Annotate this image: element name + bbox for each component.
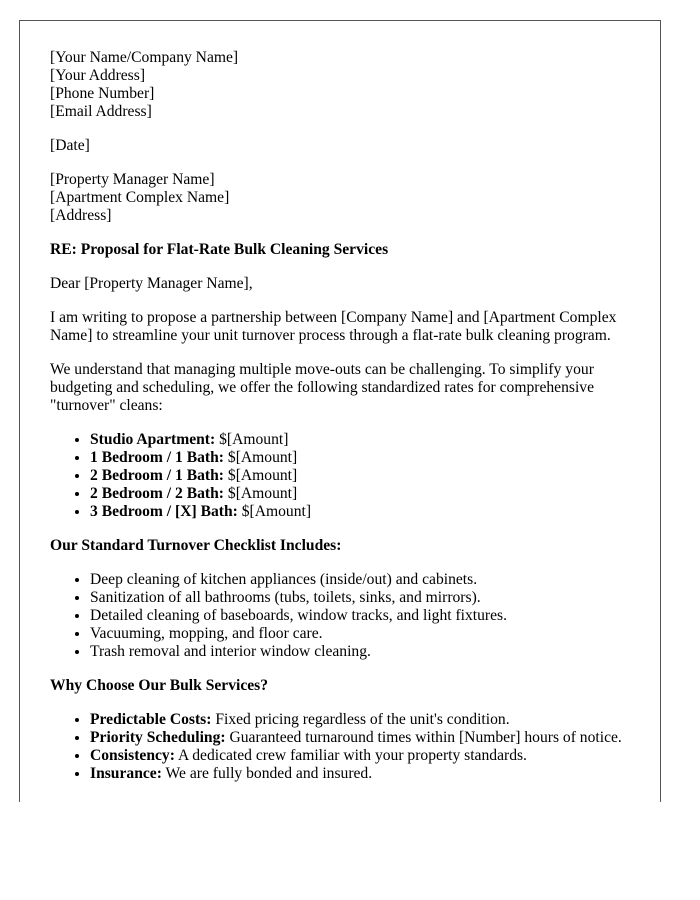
subject-line: RE: Proposal for Flat-Rate Bulk Cleaning Services [50,241,389,258]
benefit-label: Consistency: [90,747,175,764]
benefit-value: Fixed pricing regardless of the unit's condition. [211,711,510,728]
recipient-address: [Address] [50,207,112,224]
date-line: [Date] [50,137,90,154]
recipient-block [50,171,640,225]
rate-value: $[Amount] [224,449,298,466]
list-item [90,467,640,485]
rate-value: $[Amount] [237,503,312,520]
salutation: Dear [Property Manager Name], [50,275,253,292]
checklist-list [50,571,640,661]
sender-address: [Your Address] [50,67,146,84]
benefit-value: A dedicated crew familiar with your property standards. [174,747,527,764]
list-item: • Trash removal and interior window cleaning. [90,643,640,661]
sender-block [50,49,640,121]
sender-name: [Your Name/Company Name] [50,49,239,66]
list-item [90,449,640,467]
letter-page [19,20,661,802]
sender-email: [Email Address] [50,103,152,120]
rate-label: 3 Bedroom / [X] Bath: [90,503,238,520]
benefit-value: Guaranteed turnaround times within [Number] hours of notice. [225,729,622,746]
benefit-label: Priority Scheduling: [90,729,226,746]
list-item [90,765,640,783]
recipient-manager: [Property Manager Name] [50,171,215,188]
letter-content [50,49,640,799]
intro-paragraph: I am writing to propose a partnership between [Company Name] and [Apartment Complex Name] to streamline your unit turnover process through a flat-rate bulk cleaning program. [50,309,617,344]
rate-label: Studio Apartment: [90,431,216,448]
list-item [90,485,640,503]
list-item: • Vacuuming, mopping, and floor care. [90,625,640,643]
list-item [90,729,640,747]
rate-label: 2 Bedroom / 2 Bath: [90,485,224,502]
list-item [90,711,640,729]
list-item: • Deep cleaning of kitchen appliances (inside/out) and cabinets. [90,571,640,589]
list-item [90,503,640,521]
rates-list [50,431,640,521]
benefits-list [50,711,640,783]
benefit-label: Insurance: [90,765,162,782]
list-item [90,747,640,765]
benefit-value: We are fully bonded and insured. [161,765,373,782]
rate-label: 2 Bedroom / 1 Bath: [90,467,224,484]
recipient-complex: [Apartment Complex Name] [50,189,230,206]
rate-value: $[Amount] [224,467,298,484]
rate-value: $[Amount] [224,485,298,502]
list-item: • Sanitization of all bathrooms (tubs, toilets, sinks, and mirrors). [90,589,640,607]
rates-intro-paragraph: We understand that managing multiple move-outs can be challenging. To simplify your budgeting and scheduling, we offer the following standardized rates for comprehensive "turnover" cleans: [50,361,595,414]
rate-value: $[Amount] [215,431,289,448]
checklist-heading: Our Standard Turnover Checklist Includes: [50,537,342,554]
why-heading: Why Choose Our Bulk Services? [50,677,269,694]
list-item: • Detailed cleaning of baseboards, window tracks, and light fixtures. [90,607,640,625]
list-item [90,431,640,449]
benefit-label: Predictable Costs: [90,711,212,728]
rate-label: 1 Bedroom / 1 Bath: [90,449,224,466]
sender-phone: [Phone Number] [50,85,155,102]
